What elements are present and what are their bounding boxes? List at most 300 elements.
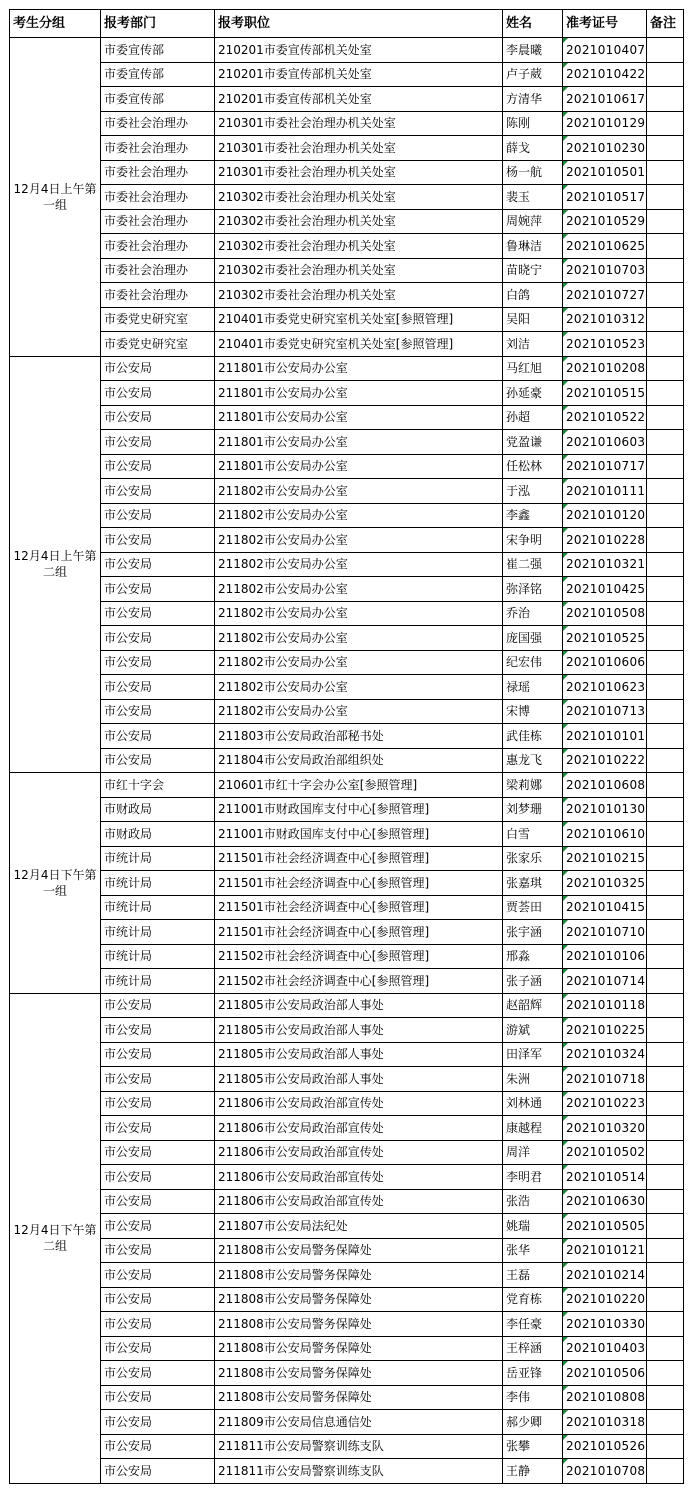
dept-cell: 市公安局: [101, 1312, 215, 1337]
header-name: 姓名: [503, 10, 563, 38]
name-cell: 裴玉: [503, 185, 563, 210]
post-cell: 211805市公安局政治部人事处: [215, 993, 503, 1018]
post-cell: 210201市委宣传部机关处室: [215, 38, 503, 63]
header-id: 准考证号: [563, 10, 647, 38]
post-cell: 211802市公安局办公室: [215, 601, 503, 626]
exam-id-cell: 2021010130: [563, 797, 647, 822]
name-cell: 刘梦珊: [503, 797, 563, 822]
dept-cell: 市委宣传部: [101, 62, 215, 87]
dept-cell: 市统计局: [101, 871, 215, 896]
exam-id-cell: 2021010215: [563, 846, 647, 871]
post-cell: 211808市公安局警务保障处: [215, 1336, 503, 1361]
table-row: [10, 846, 684, 871]
post-cell: 211501市社会经济调查中心[参照管理]: [215, 920, 503, 945]
name-cell: 薛戈: [503, 136, 563, 161]
exam-id-cell: 2021010625: [563, 234, 647, 259]
exam-id-cell: 2021010118: [563, 993, 647, 1018]
post-cell: 211801市公安局办公室: [215, 405, 503, 430]
post-cell: 211802市公安局办公室: [215, 552, 503, 577]
post-cell: 211808市公安局警务保障处: [215, 1361, 503, 1386]
post-cell: 211811市公安局警察训练支队: [215, 1434, 503, 1459]
name-cell: 张子涵: [503, 969, 563, 994]
post-cell: 210601市红十字会办公室[参照管理]: [215, 773, 503, 798]
name-cell: 马红旭: [503, 356, 563, 381]
dept-cell: 市委党史研究室: [101, 307, 215, 332]
note-cell: [647, 111, 684, 136]
dept-cell: 市公安局: [101, 577, 215, 602]
exam-id-cell: 2021010407: [563, 38, 647, 63]
name-cell: 于泓: [503, 479, 563, 504]
name-cell: 姚瑞: [503, 1214, 563, 1239]
exam-id-cell: 2021010610: [563, 822, 647, 847]
dept-cell: 市公安局: [101, 454, 215, 479]
name-cell: 党盈谦: [503, 430, 563, 455]
table-row: [10, 1214, 684, 1239]
note-cell: [647, 160, 684, 185]
dept-cell: 市公安局: [101, 1263, 215, 1288]
table-row: [10, 1067, 684, 1092]
note-cell: [647, 871, 684, 896]
table-row: [10, 503, 684, 528]
name-cell: 宋博: [503, 699, 563, 724]
dept-cell: 市公安局: [101, 1042, 215, 1067]
exam-id-cell: 2021010121: [563, 1238, 647, 1263]
exam-id-cell: 2021010415: [563, 895, 647, 920]
note-cell: [647, 332, 684, 357]
name-cell: 邢淼: [503, 944, 563, 969]
note-cell: [647, 748, 684, 773]
name-cell: 王梓涵: [503, 1336, 563, 1361]
table-row: [10, 136, 684, 161]
note-cell: [647, 601, 684, 626]
exam-id-cell: 2021010111: [563, 479, 647, 504]
table-row: [10, 1189, 684, 1214]
table-row: [10, 185, 684, 210]
exam-id-cell: 2021010120: [563, 503, 647, 528]
note-cell: [647, 699, 684, 724]
table-row: [10, 577, 684, 602]
note-cell: [647, 430, 684, 455]
exam-id-cell: 2021010318: [563, 1410, 647, 1435]
post-cell: 211802市公安局办公室: [215, 699, 503, 724]
post-cell: 211502市社会经济调查中心[参照管理]: [215, 969, 503, 994]
dept-cell: 市委社会治理办: [101, 258, 215, 283]
name-cell: 郝少卿: [503, 1410, 563, 1435]
dept-cell: 市公安局: [101, 993, 215, 1018]
group-label: 12月4日上午第一组: [10, 38, 101, 357]
table-row: [10, 1018, 684, 1043]
exam-id-cell: 2021010717: [563, 454, 647, 479]
name-cell: 庞国强: [503, 626, 563, 651]
exam-id-cell: 2021010220: [563, 1287, 647, 1312]
post-cell: 210301市委社会治理办机关处室: [215, 111, 503, 136]
dept-cell: 市公安局: [101, 1361, 215, 1386]
note-cell: [647, 1459, 684, 1484]
dept-cell: 市公安局: [101, 1165, 215, 1190]
post-cell: 210302市委社会治理办机关处室: [215, 209, 503, 234]
dept-cell: 市公安局: [101, 1410, 215, 1435]
table-row: [10, 675, 684, 700]
exam-id-cell: 2021010320: [563, 1116, 647, 1141]
name-cell: 武佳栋: [503, 724, 563, 749]
dept-cell: 市公安局: [101, 1336, 215, 1361]
dept-cell: 市公安局: [101, 699, 215, 724]
post-cell: 211501市社会经济调查中心[参照管理]: [215, 895, 503, 920]
name-cell: 田泽军: [503, 1042, 563, 1067]
note-cell: [647, 479, 684, 504]
note-cell: [647, 1312, 684, 1337]
table-row: [10, 748, 684, 773]
dept-cell: 市财政局: [101, 797, 215, 822]
name-cell: 吴阳: [503, 307, 563, 332]
exam-id-cell: 2021010514: [563, 1165, 647, 1190]
name-cell: 李任豪: [503, 1312, 563, 1337]
exam-id-cell: 2021010506: [563, 1361, 647, 1386]
note-cell: [647, 1214, 684, 1239]
note-cell: [647, 822, 684, 847]
note-cell: [647, 1336, 684, 1361]
post-cell: 211805市公安局政治部人事处: [215, 1067, 503, 1092]
table-row: [10, 724, 684, 749]
dept-cell: 市红十字会: [101, 773, 215, 798]
post-cell: 211809市公安局信息通信处: [215, 1410, 503, 1435]
table-row: [10, 650, 684, 675]
note-cell: [647, 1189, 684, 1214]
name-cell: 周婉萍: [503, 209, 563, 234]
table-row: [10, 1140, 684, 1165]
note-cell: [647, 1165, 684, 1190]
exam-schedule-table: [9, 9, 684, 1484]
exam-id-cell: 2021010525: [563, 626, 647, 651]
table-row: [10, 307, 684, 332]
post-cell: 211808市公安局警务保障处: [215, 1312, 503, 1337]
dept-cell: 市委社会治理办: [101, 111, 215, 136]
dept-cell: 市统计局: [101, 846, 215, 871]
post-cell: 211802市公安局办公室: [215, 675, 503, 700]
dept-cell: 市委宣传部: [101, 87, 215, 112]
note-cell: [647, 1018, 684, 1043]
note-cell: [647, 1140, 684, 1165]
exam-id-cell: 2021010222: [563, 748, 647, 773]
dept-cell: 市公安局: [101, 1385, 215, 1410]
note-cell: [647, 1042, 684, 1067]
note-cell: [647, 552, 684, 577]
name-cell: 白鸽: [503, 283, 563, 308]
post-cell: 211806市公安局政治部宣传处: [215, 1091, 503, 1116]
table-row: [10, 601, 684, 626]
dept-cell: 市统计局: [101, 969, 215, 994]
table-row: [10, 993, 684, 1018]
dept-cell: 市公安局: [101, 1459, 215, 1484]
name-cell: 刘洁: [503, 332, 563, 357]
exam-id-cell: 2021010505: [563, 1214, 647, 1239]
note-cell: [647, 381, 684, 406]
exam-id-cell: 2021010710: [563, 920, 647, 945]
note-cell: [647, 185, 684, 210]
name-cell: 梁莉娜: [503, 773, 563, 798]
table-row: [10, 1336, 684, 1361]
note-cell: [647, 724, 684, 749]
header-row: [10, 10, 684, 38]
note-cell: [647, 1410, 684, 1435]
table-row: [10, 332, 684, 357]
post-cell: 211801市公安局办公室: [215, 381, 503, 406]
name-cell: 张浩: [503, 1189, 563, 1214]
exam-id-cell: 2021010403: [563, 1336, 647, 1361]
note-cell: [647, 209, 684, 234]
note-cell: [647, 920, 684, 945]
name-cell: 白雪: [503, 822, 563, 847]
post-cell: 211802市公安局办公室: [215, 626, 503, 651]
name-cell: 任松林: [503, 454, 563, 479]
name-cell: 张华: [503, 1238, 563, 1263]
table-row: [10, 160, 684, 185]
name-cell: 惠龙飞: [503, 748, 563, 773]
note-cell: [647, 1116, 684, 1141]
note-cell: [647, 650, 684, 675]
name-cell: 方清华: [503, 87, 563, 112]
name-cell: 张攀: [503, 1434, 563, 1459]
exam-id-cell: 2021010608: [563, 773, 647, 798]
exam-id-cell: 2021010422: [563, 62, 647, 87]
table-row: [10, 797, 684, 822]
note-cell: [647, 136, 684, 161]
table-row: [10, 479, 684, 504]
table-row: [10, 626, 684, 651]
note-cell: [647, 846, 684, 871]
note-cell: [647, 1238, 684, 1263]
exam-id-cell: 2021010703: [563, 258, 647, 283]
post-cell: 211811市公安局警察训练支队: [215, 1459, 503, 1484]
name-cell: 王静: [503, 1459, 563, 1484]
header-dept: 报考部门: [101, 10, 215, 38]
dept-cell: 市公安局: [101, 748, 215, 773]
name-cell: 杨一航: [503, 160, 563, 185]
dept-cell: 市公安局: [101, 1067, 215, 1092]
dept-cell: 市委社会治理办: [101, 283, 215, 308]
name-cell: 贾荟田: [503, 895, 563, 920]
post-cell: 211808市公安局警务保障处: [215, 1287, 503, 1312]
note-cell: [647, 356, 684, 381]
name-cell: 卢子葳: [503, 62, 563, 87]
name-cell: 朱洲: [503, 1067, 563, 1092]
note-cell: [647, 528, 684, 553]
dept-cell: 市公安局: [101, 724, 215, 749]
post-cell: 210201市委宣传部机关处室: [215, 62, 503, 87]
post-cell: 211803市公安局政治部秘书处: [215, 724, 503, 749]
table-row: [10, 1385, 684, 1410]
note-cell: [647, 1361, 684, 1386]
table-row: [10, 1042, 684, 1067]
dept-cell: 市委社会治理办: [101, 136, 215, 161]
table-row: [10, 1165, 684, 1190]
post-cell: 211804市公安局政治部组织处: [215, 748, 503, 773]
exam-id-cell: 2021010623: [563, 675, 647, 700]
name-cell: 王磊: [503, 1263, 563, 1288]
note-cell: [647, 87, 684, 112]
exam-id-cell: 2021010312: [563, 307, 647, 332]
note-cell: [647, 405, 684, 430]
post-cell: 211805市公安局政治部人事处: [215, 1018, 503, 1043]
header-group: 考生分组: [10, 10, 101, 38]
exam-id-cell: 2021010325: [563, 871, 647, 896]
name-cell: 弥泽铭: [503, 577, 563, 602]
note-cell: [647, 283, 684, 308]
name-cell: 李晨曦: [503, 38, 563, 63]
dept-cell: 市公安局: [101, 1091, 215, 1116]
name-cell: 游斌: [503, 1018, 563, 1043]
table-row: [10, 822, 684, 847]
name-cell: 禄瑶: [503, 675, 563, 700]
exam-id-cell: 2021010223: [563, 1091, 647, 1116]
group-label: 12月4日下午第二组: [10, 993, 101, 1483]
table-row: [10, 1116, 684, 1141]
name-cell: 赵韶辉: [503, 993, 563, 1018]
note-cell: [647, 234, 684, 259]
note-cell: [647, 1287, 684, 1312]
post-cell: 211808市公安局警务保障处: [215, 1263, 503, 1288]
table-row: [10, 38, 684, 63]
post-cell: 211001市财政国库支付中心[参照管理]: [215, 797, 503, 822]
post-cell: 210302市委社会治理办机关处室: [215, 185, 503, 210]
note-cell: [647, 577, 684, 602]
dept-cell: 市公安局: [101, 430, 215, 455]
note-cell: [647, 1263, 684, 1288]
group-label: 12月4日下午第一组: [10, 773, 101, 994]
exam-id-cell: 2021010808: [563, 1385, 647, 1410]
post-cell: 211807市公安局法纪处: [215, 1214, 503, 1239]
post-cell: 210201市委宣传部机关处室: [215, 87, 503, 112]
post-cell: 211802市公安局办公室: [215, 528, 503, 553]
table-row: [10, 1263, 684, 1288]
table-row: [10, 773, 684, 798]
dept-cell: 市统计局: [101, 944, 215, 969]
note-cell: [647, 62, 684, 87]
exam-id-cell: 2021010714: [563, 969, 647, 994]
exam-id-cell: 2021010230: [563, 136, 647, 161]
table-row: [10, 552, 684, 577]
exam-id-cell: 2021010522: [563, 405, 647, 430]
exam-id-cell: 2021010101: [563, 724, 647, 749]
post-cell: 211801市公安局办公室: [215, 356, 503, 381]
post-cell: 211805市公安局政治部人事处: [215, 1042, 503, 1067]
post-cell: 211502市社会经济调查中心[参照管理]: [215, 944, 503, 969]
post-cell: 211802市公安局办公室: [215, 503, 503, 528]
table-row: [10, 895, 684, 920]
exam-id-cell: 2021010617: [563, 87, 647, 112]
name-cell: 张宇涵: [503, 920, 563, 945]
post-cell: 210302市委社会治理办机关处室: [215, 234, 503, 259]
dept-cell: 市公安局: [101, 528, 215, 553]
table-row: [10, 1312, 684, 1337]
table-row: [10, 1410, 684, 1435]
table-row: [10, 258, 684, 283]
table-row: [10, 1434, 684, 1459]
exam-id-cell: 2021010228: [563, 528, 647, 553]
exam-id-cell: 2021010225: [563, 1018, 647, 1043]
post-cell: 211801市公安局办公室: [215, 454, 503, 479]
exam-id-cell: 2021010330: [563, 1312, 647, 1337]
exam-id-cell: 2021010502: [563, 1140, 647, 1165]
note-cell: [647, 307, 684, 332]
exam-id-cell: 2021010708: [563, 1459, 647, 1484]
exam-id-cell: 2021010515: [563, 381, 647, 406]
post-cell: 210301市委社会治理办机关处室: [215, 136, 503, 161]
dept-cell: 市公安局: [101, 1287, 215, 1312]
exam-id-cell: 2021010727: [563, 283, 647, 308]
dept-cell: 市公安局: [101, 626, 215, 651]
header-post: 报考职位: [215, 10, 503, 38]
dept-cell: 市委社会治理办: [101, 209, 215, 234]
post-cell: 211001市财政国库支付中心[参照管理]: [215, 822, 503, 847]
name-cell: 纪宏伟: [503, 650, 563, 675]
note-cell: [647, 969, 684, 994]
name-cell: 崔二强: [503, 552, 563, 577]
exam-id-cell: 2021010208: [563, 356, 647, 381]
table-row: [10, 283, 684, 308]
dept-cell: 市公安局: [101, 479, 215, 504]
exam-id-cell: 2021010603: [563, 430, 647, 455]
note-cell: [647, 626, 684, 651]
dept-cell: 市公安局: [101, 503, 215, 528]
post-cell: 211808市公安局警务保障处: [215, 1238, 503, 1263]
exam-id-cell: 2021010713: [563, 699, 647, 724]
name-cell: 陈刚: [503, 111, 563, 136]
note-cell: [647, 675, 684, 700]
note-cell: [647, 773, 684, 798]
exam-id-cell: 2021010425: [563, 577, 647, 602]
table-row: [10, 944, 684, 969]
table-row: [10, 111, 684, 136]
exam-id-cell: 2021010630: [563, 1189, 647, 1214]
dept-cell: 市公安局: [101, 1189, 215, 1214]
name-cell: 周洋: [503, 1140, 563, 1165]
post-cell: 211806市公安局政治部宣传处: [215, 1189, 503, 1214]
post-cell: 210401市委党史研究室机关处室[参照管理]: [215, 307, 503, 332]
dept-cell: 市公安局: [101, 1238, 215, 1263]
post-cell: 211501市社会经济调查中心[参照管理]: [215, 846, 503, 871]
exam-id-cell: 2021010508: [563, 601, 647, 626]
post-cell: 211802市公安局办公室: [215, 577, 503, 602]
name-cell: 党育栋: [503, 1287, 563, 1312]
note-cell: [647, 1385, 684, 1410]
table-row: [10, 871, 684, 896]
name-cell: 李明君: [503, 1165, 563, 1190]
post-cell: 211806市公安局政治部宣传处: [215, 1116, 503, 1141]
name-cell: 鲁琳洁: [503, 234, 563, 259]
name-cell: 张嘉琪: [503, 871, 563, 896]
dept-cell: 市委党史研究室: [101, 332, 215, 357]
table-row: [10, 234, 684, 259]
post-cell: 210301市委社会治理办机关处室: [215, 160, 503, 185]
note-cell: [647, 258, 684, 283]
table-row: [10, 969, 684, 994]
name-cell: 苗晓宁: [503, 258, 563, 283]
exam-id-cell: 2021010214: [563, 1263, 647, 1288]
note-cell: [647, 454, 684, 479]
name-cell: 康越程: [503, 1116, 563, 1141]
name-cell: 宋争明: [503, 528, 563, 553]
note-cell: [647, 993, 684, 1018]
table-body: [10, 38, 684, 1484]
table-row: [10, 62, 684, 87]
table-row: [10, 209, 684, 234]
group-label: 12月4日上午第二组: [10, 356, 101, 773]
post-cell: 211802市公安局办公室: [215, 479, 503, 504]
name-cell: 岳亚锋: [503, 1361, 563, 1386]
note-cell: [647, 503, 684, 528]
dept-cell: 市公安局: [101, 1116, 215, 1141]
